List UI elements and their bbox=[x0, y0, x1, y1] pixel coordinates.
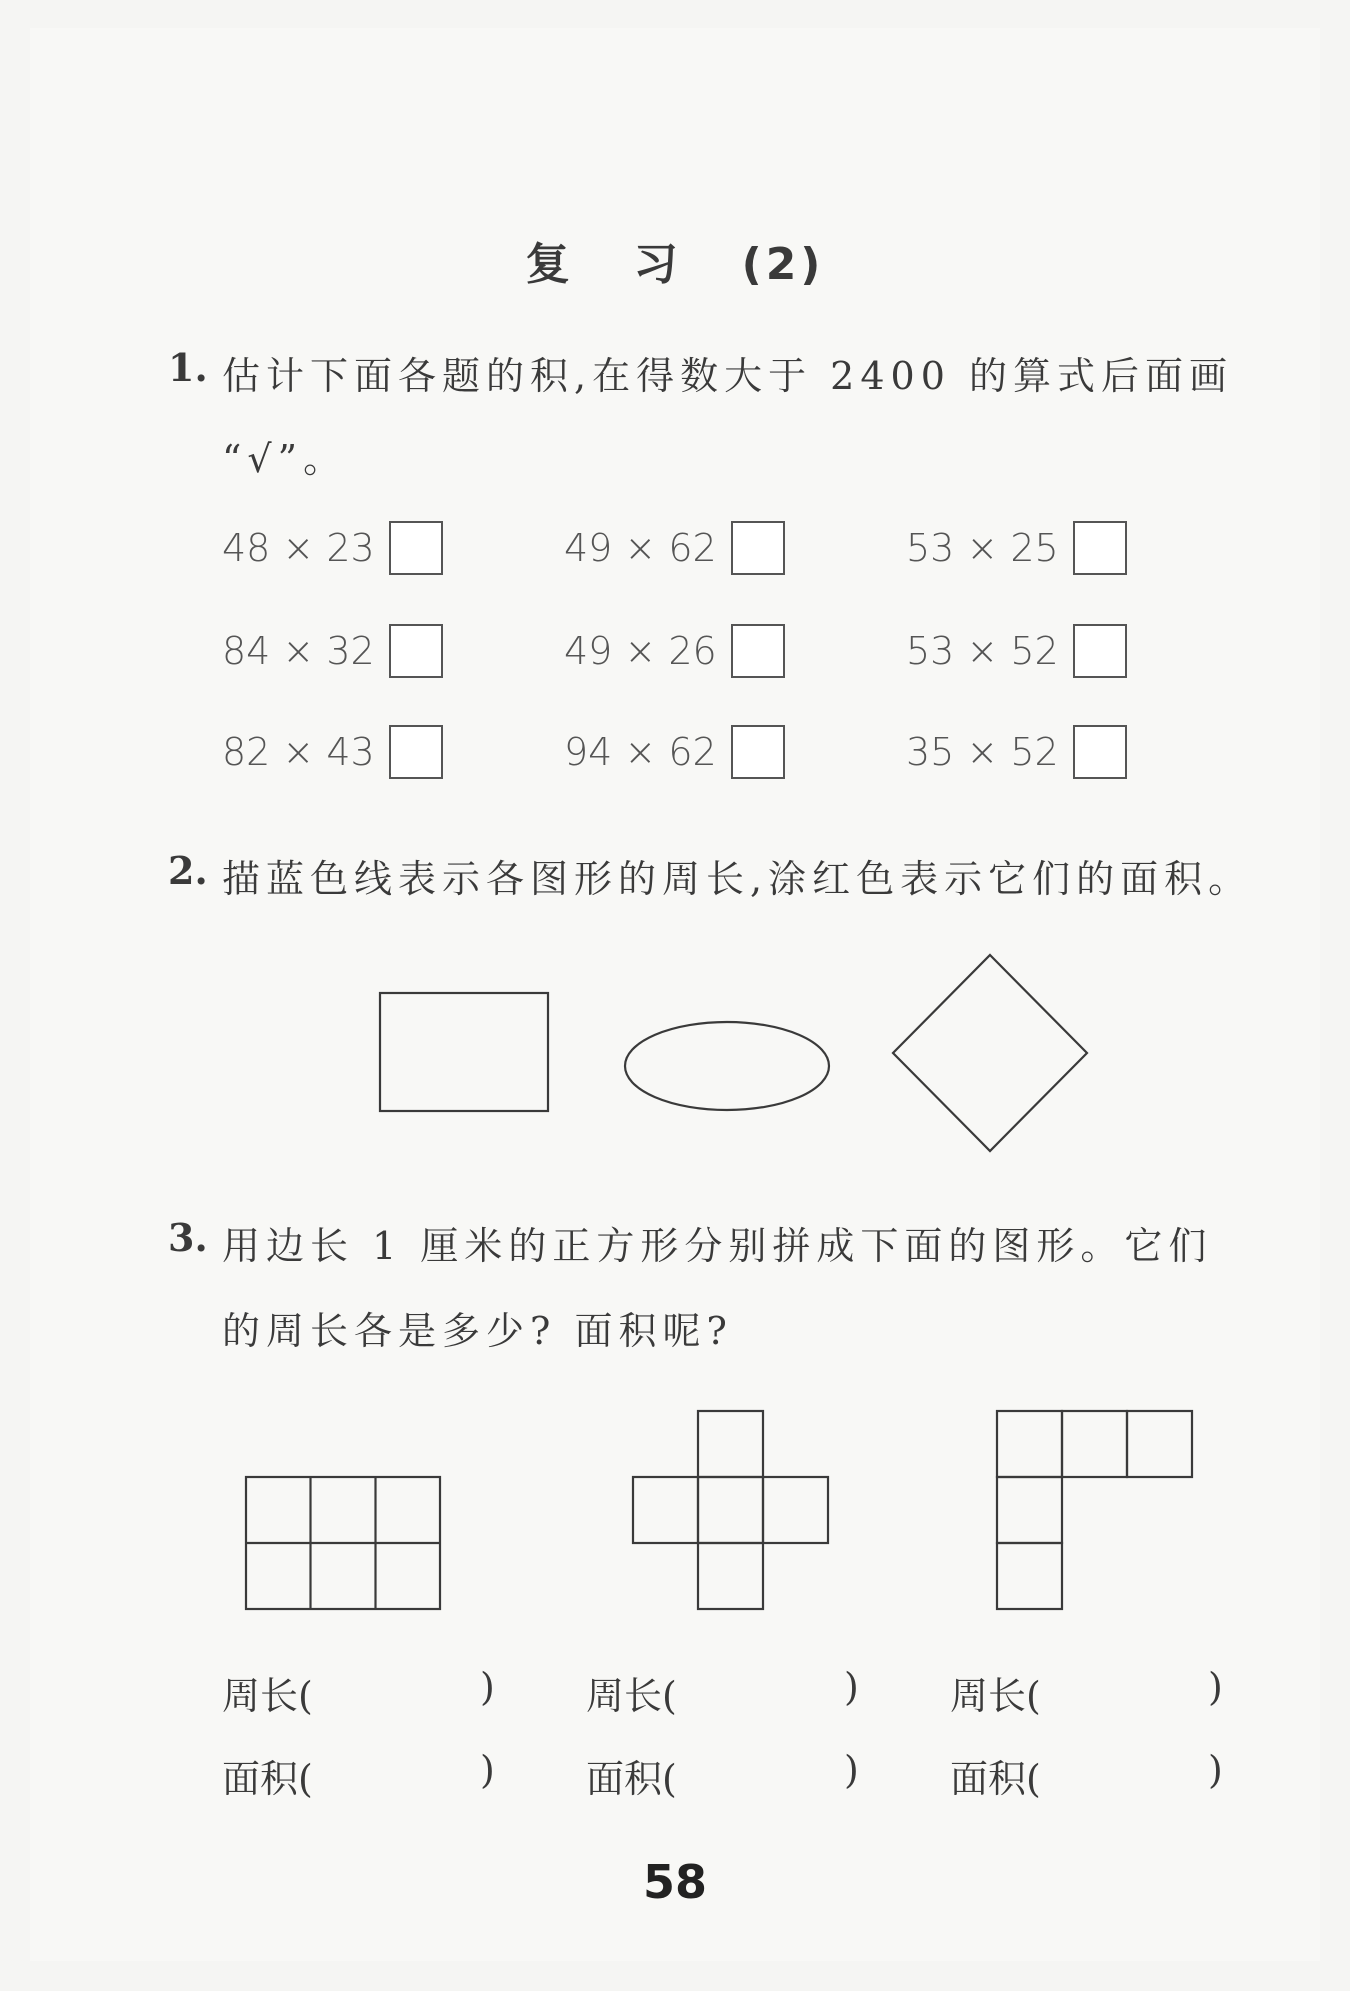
title-part-3: (2) bbox=[741, 239, 825, 290]
q1-expression: 49 × 62 bbox=[564, 526, 717, 570]
l-figure bbox=[997, 1411, 1192, 1609]
diamond-shape[interactable] bbox=[893, 955, 1087, 1151]
q1-text-line1: 估计下面各题的积,在得数大于 2400 的算式后面画 bbox=[222, 354, 1233, 398]
q1-text-line2: “√”。 bbox=[222, 437, 348, 481]
area-label: 面积( bbox=[222, 1757, 313, 1801]
cross-figure bbox=[633, 1411, 828, 1609]
perimeter-answer-2[interactable] bbox=[586, 1665, 866, 1720]
close-paren: ) bbox=[1208, 1748, 1223, 1792]
close-paren: ) bbox=[480, 1665, 495, 1709]
close-paren: ) bbox=[844, 1748, 859, 1792]
q1-number: 1. bbox=[168, 345, 208, 390]
area-answer-3[interactable] bbox=[950, 1748, 1230, 1803]
q3-number: 3. bbox=[168, 1215, 208, 1260]
perimeter-label: 周长( bbox=[586, 1674, 677, 1718]
grid-figure-3x2 bbox=[246, 1477, 440, 1609]
area-label: 面积( bbox=[586, 1757, 677, 1801]
q3-text-line1: 用边长 1 厘米的正方形分别拼成下面的图形。它们 bbox=[222, 1224, 1213, 1268]
area-answer-1[interactable] bbox=[222, 1748, 502, 1803]
q2-text: 描蓝色线表示各图形的周长,涂红色表示它们的面积。 bbox=[222, 857, 1253, 901]
area-label: 面积( bbox=[950, 1757, 1041, 1801]
q1-expression: 53 × 52 bbox=[906, 629, 1059, 673]
close-paren: ) bbox=[844, 1665, 859, 1709]
perimeter-answer-3[interactable] bbox=[950, 1665, 1230, 1720]
q1-expression: 84 × 32 bbox=[222, 629, 375, 673]
close-paren: ) bbox=[480, 1748, 495, 1792]
title-part-2: 习 bbox=[633, 239, 682, 290]
q1-expression: 94 × 62 bbox=[564, 730, 717, 774]
perimeter-answer-1[interactable] bbox=[222, 1665, 502, 1720]
title-part-1: 复 bbox=[525, 239, 574, 290]
q2-number: 2. bbox=[168, 848, 208, 893]
q1-expression: 53 × 25 bbox=[906, 526, 1059, 570]
q1-expression: 82 × 43 bbox=[222, 730, 375, 774]
ellipse-shape[interactable] bbox=[625, 1022, 829, 1110]
perimeter-label: 周长( bbox=[950, 1674, 1041, 1718]
q1-expression: 48 × 23 bbox=[222, 526, 375, 570]
q1-expression: 35 × 52 bbox=[906, 730, 1059, 774]
page-number: 58 bbox=[642, 1855, 707, 1909]
area-answer-2[interactable] bbox=[586, 1748, 866, 1803]
perimeter-label: 周长( bbox=[222, 1674, 313, 1718]
q1-expression: 49 × 26 bbox=[564, 629, 717, 673]
rectangle-shape[interactable] bbox=[380, 993, 548, 1111]
q3-text-line2: 的周长各是多少? 面积呢? bbox=[222, 1309, 733, 1353]
close-paren: ) bbox=[1208, 1665, 1223, 1709]
